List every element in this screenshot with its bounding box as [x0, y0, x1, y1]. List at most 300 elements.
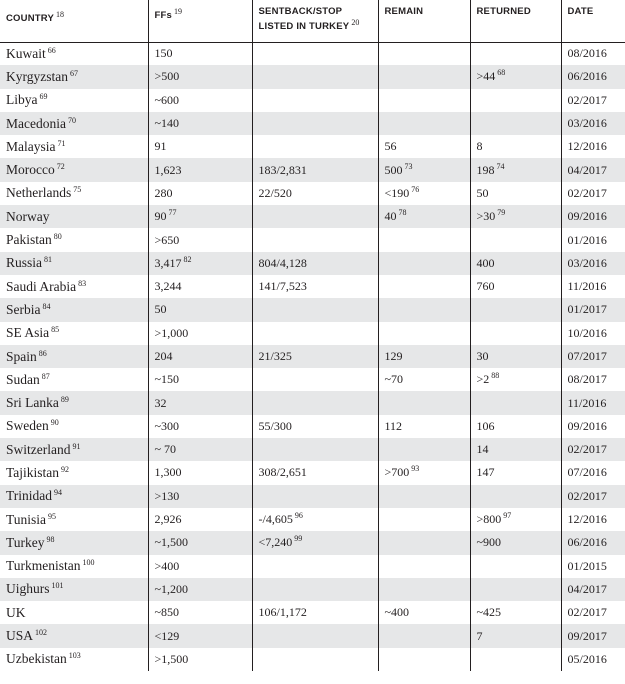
table-row: [0, 601, 625, 624]
country-value: Spain: [6, 348, 37, 364]
cell-ffs: [148, 252, 252, 275]
cell-remain: [378, 368, 470, 391]
country-value: Switzerland: [6, 441, 71, 457]
country-footnote: 92: [61, 464, 70, 474]
cell-date: [561, 461, 625, 484]
ffs-value: 2,926: [154, 512, 182, 527]
date-value: 06/2016: [567, 535, 607, 550]
returned-footnote: 74: [496, 161, 505, 171]
ffs-value: >1,500: [154, 651, 189, 666]
date-value: 09/2016: [567, 418, 607, 433]
cell-remain: [378, 228, 470, 251]
header-ffs-label: FFs: [154, 10, 172, 21]
cell-returned: [470, 89, 561, 112]
remain-value: 129: [384, 349, 403, 363]
date-value: 08/2017: [567, 372, 607, 387]
cell-ffs: [148, 531, 252, 554]
cell-remain: [378, 322, 470, 345]
country-footnote: 80: [53, 232, 62, 242]
cell-country: [0, 531, 148, 554]
header-returned-label: RETURNED: [476, 6, 531, 17]
country-footnote: 91: [72, 441, 81, 451]
cell-remain: [378, 485, 470, 508]
country-footnote: 72: [56, 162, 65, 172]
cell-remain: [378, 89, 470, 112]
returned-value: 14: [476, 442, 489, 457]
cell-remain: [378, 415, 470, 438]
country-value: UK: [6, 604, 26, 620]
date-value: 11/2016: [567, 395, 607, 410]
country-footnote: 103: [68, 651, 81, 661]
table-row: [0, 508, 625, 531]
ffs-value: ~140: [154, 116, 179, 131]
cell-returned: [470, 368, 561, 391]
ffs-value: 280: [154, 185, 173, 200]
cell-ffs: [148, 298, 252, 321]
country-footnote: 95: [48, 511, 57, 521]
remain-footnote: 78: [398, 208, 407, 218]
sentback-footnote: 96: [294, 511, 303, 521]
cell-ffs: [148, 391, 252, 414]
remain-footnote: 93: [411, 464, 420, 474]
header-country-label: COUNTRY: [6, 13, 55, 24]
cell-country: [0, 345, 148, 368]
country-footnote: 85: [51, 325, 60, 335]
country-footnote: 102: [35, 628, 48, 638]
cell-ffs: [148, 624, 252, 647]
returned-value: 8: [476, 139, 483, 154]
cell-ffs: [148, 415, 252, 438]
remain-footnote: 76: [411, 184, 420, 194]
remain-footnote: 73: [404, 161, 413, 171]
sentback-value: 106/1,172: [258, 605, 307, 620]
header-ffs: [148, 0, 252, 42]
cell-sentback: [252, 531, 378, 554]
ffs-value: 1,300: [154, 465, 182, 480]
country-value: Serbia: [6, 301, 41, 317]
cell-ffs: [148, 322, 252, 345]
header-sentback-line2: LISTED IN TURKEY: [258, 21, 350, 32]
cell-sentback: [252, 158, 378, 181]
header-remain-label: REMAIN: [384, 6, 424, 17]
table-row: [0, 345, 625, 368]
date-value: 02/2017: [567, 605, 607, 620]
country-footnote: 89: [60, 395, 69, 405]
table-row: [0, 112, 625, 135]
remain-value: 112: [384, 418, 403, 433]
sentback-value: 21/325: [258, 349, 292, 363]
cell-remain: [378, 298, 470, 321]
cell-returned: [470, 601, 561, 624]
cell-sentback: [252, 228, 378, 251]
cell-country: [0, 112, 148, 135]
header-date: [561, 0, 625, 42]
date-value: 02/2017: [567, 185, 607, 200]
table-row: [0, 624, 625, 647]
cell-country: [0, 205, 148, 228]
date-value: 01/2016: [567, 232, 607, 247]
cell-date: [561, 531, 625, 554]
cell-remain: [378, 182, 470, 205]
cell-country: [0, 624, 148, 647]
cell-returned: [470, 112, 561, 135]
cell-sentback: [252, 438, 378, 461]
cell-country: [0, 322, 148, 345]
cell-ffs: [148, 65, 252, 88]
cell-remain: [378, 391, 470, 414]
country-footnote: 87: [41, 371, 50, 381]
cell-ffs: [148, 42, 252, 65]
cell-date: [561, 648, 625, 671]
country-footnote: 86: [38, 348, 47, 358]
cell-date: [561, 65, 625, 88]
cell-ffs: [148, 601, 252, 624]
cell-sentback: [252, 648, 378, 671]
ffs-value: ~1,200: [154, 581, 188, 596]
remain-value: ~400: [384, 605, 409, 620]
cell-sentback: [252, 508, 378, 531]
cell-country: [0, 485, 148, 508]
ffs-value: 90: [154, 209, 167, 224]
country-footnote: 100: [82, 558, 95, 568]
cell-ffs: [148, 508, 252, 531]
cell-sentback: [252, 298, 378, 321]
returned-value: >800: [476, 512, 502, 527]
ffs-value: >400: [154, 558, 180, 573]
ffs-value: 91: [154, 139, 167, 154]
cell-returned: [470, 65, 561, 88]
country-value: SE Asia: [6, 325, 50, 341]
returned-value: >44: [476, 69, 496, 84]
cell-country: [0, 391, 148, 414]
date-value: 02/2017: [567, 92, 607, 107]
cell-date: [561, 624, 625, 647]
cell-date: [561, 182, 625, 205]
country-value: Turkmenistan: [6, 558, 81, 574]
date-value: 01/2017: [567, 302, 607, 317]
country-value: Uzbekistan: [6, 651, 67, 667]
table-row: [0, 531, 625, 554]
table-row: [0, 438, 625, 461]
remain-value: >700: [384, 465, 410, 480]
cell-returned: [470, 275, 561, 298]
ffs-value: ~300: [154, 418, 179, 433]
cell-date: [561, 205, 625, 228]
date-value: 05/2016: [567, 651, 607, 666]
cell-sentback: [252, 135, 378, 158]
returned-footnote: 97: [503, 511, 512, 521]
table-row: [0, 158, 625, 181]
country-value: Netherlands: [6, 185, 72, 201]
remain-value: 500: [384, 162, 403, 177]
cell-ffs: [148, 578, 252, 601]
cell-remain: [378, 158, 470, 181]
cell-date: [561, 135, 625, 158]
cell-ffs: [148, 89, 252, 112]
country-value: USA: [6, 628, 34, 644]
country-footnote: 70: [67, 115, 76, 125]
remain-value: ~70: [384, 372, 403, 387]
cell-country: [0, 65, 148, 88]
cell-sentback: [252, 182, 378, 205]
cell-remain: [378, 555, 470, 578]
date-value: 03/2016: [567, 255, 607, 270]
ffs-value: 3,417: [154, 255, 182, 270]
sentback-value: 183/2,831: [258, 162, 307, 177]
cell-country: [0, 648, 148, 671]
cell-country: [0, 578, 148, 601]
header-sentback-line1: SENTBACK/STOP: [258, 6, 343, 17]
cell-sentback: [252, 322, 378, 345]
country-value: Trinidad: [6, 488, 53, 504]
header-country: [0, 0, 148, 42]
cell-remain: [378, 205, 470, 228]
country-footnote: 101: [51, 581, 64, 591]
cell-ffs: [148, 205, 252, 228]
returned-footnote: 88: [491, 371, 500, 381]
cell-returned: [470, 485, 561, 508]
country-footnote: 75: [73, 185, 82, 195]
date-value: 04/2017: [567, 581, 607, 596]
sentback-footnote: 99: [294, 534, 303, 544]
sentback-value: 804/4,128: [258, 255, 307, 270]
ffs-value: ~850: [154, 605, 179, 620]
date-value: 10/2016: [567, 325, 607, 340]
cell-sentback: [252, 485, 378, 508]
country-footnote: 84: [42, 301, 51, 311]
country-footnote: 66: [47, 45, 56, 55]
cell-date: [561, 485, 625, 508]
ffs-value: >130: [154, 488, 180, 503]
returned-value: >30: [476, 209, 496, 224]
country-footnote: 71: [57, 138, 66, 148]
cell-returned: [470, 228, 561, 251]
header-country-footnote: 18: [56, 10, 65, 19]
cell-sentback: [252, 461, 378, 484]
cell-sentback: [252, 415, 378, 438]
date-value: 02/2017: [567, 442, 607, 457]
cell-ffs: [148, 135, 252, 158]
returned-value: 30: [476, 349, 489, 363]
cell-date: [561, 578, 625, 601]
country-footnote: 98: [46, 534, 55, 544]
ffs-value: <129: [154, 628, 180, 643]
table-row: [0, 42, 625, 65]
table-row: [0, 298, 625, 321]
cell-remain: [378, 461, 470, 484]
table-row: [0, 368, 625, 391]
cell-returned: [470, 298, 561, 321]
cell-returned: [470, 508, 561, 531]
ffs-value: ~ 70: [154, 442, 176, 457]
header-sentback-footnote: 20: [351, 18, 360, 27]
returned-value: 7: [476, 628, 483, 643]
cell-country: [0, 555, 148, 578]
date-value: 07/2016: [567, 465, 607, 480]
cell-sentback: [252, 391, 378, 414]
cell-country: [0, 89, 148, 112]
cell-sentback: [252, 252, 378, 275]
ffs-value: >650: [154, 232, 180, 247]
table-row: [0, 205, 625, 228]
country-value: Saudi Arabia: [6, 278, 77, 294]
ffs-value: 50: [154, 302, 167, 317]
cell-remain: [378, 252, 470, 275]
returned-value: 760: [476, 279, 495, 294]
country-footnote: 94: [54, 488, 63, 498]
cell-remain: [378, 531, 470, 554]
cell-returned: [470, 578, 561, 601]
ffs-value: 1,623: [154, 162, 182, 177]
cell-remain: [378, 275, 470, 298]
cell-returned: [470, 182, 561, 205]
remain-value: 56: [384, 139, 397, 154]
country-footnote: 83: [78, 278, 87, 288]
header-remain: [378, 0, 470, 42]
cell-sentback: [252, 368, 378, 391]
cell-country: [0, 601, 148, 624]
ffs-value: ~1,500: [154, 535, 188, 550]
cell-ffs: [148, 158, 252, 181]
cell-country: [0, 438, 148, 461]
cell-returned: [470, 624, 561, 647]
cell-returned: [470, 461, 561, 484]
date-value: 03/2016: [567, 116, 607, 131]
cell-ffs: [148, 485, 252, 508]
cell-remain: [378, 438, 470, 461]
returned-footnote: 79: [497, 208, 506, 218]
cell-remain: [378, 601, 470, 624]
cell-sentback: [252, 205, 378, 228]
cell-sentback: [252, 65, 378, 88]
cell-country: [0, 182, 148, 205]
cell-ffs: [148, 368, 252, 391]
ffs-value: ~150: [154, 372, 179, 387]
ffs-value: 204: [154, 349, 173, 363]
sentback-value: 55/300: [258, 418, 292, 433]
country-footnote: 69: [39, 92, 48, 102]
cell-date: [561, 322, 625, 345]
cell-country: [0, 158, 148, 181]
table-row: [0, 182, 625, 205]
header-row: [0, 0, 625, 42]
sentback-value: <7,240: [258, 535, 293, 550]
table-row: [0, 461, 625, 484]
returned-value: ~900: [476, 535, 501, 550]
cell-sentback: [252, 89, 378, 112]
country-footnote: 81: [44, 255, 53, 265]
cell-date: [561, 438, 625, 461]
sentback-value: 22/520: [258, 185, 292, 200]
ffs-footnote: 77: [168, 208, 177, 218]
cell-date: [561, 601, 625, 624]
table-row: [0, 89, 625, 112]
table-row: [0, 228, 625, 251]
date-value: 08/2016: [567, 46, 607, 61]
country-value: Russia: [6, 255, 43, 271]
ffs-value: >500: [154, 69, 180, 84]
country-value: Tunisia: [6, 511, 47, 527]
cell-date: [561, 345, 625, 368]
cell-returned: [470, 205, 561, 228]
table-body: [0, 42, 625, 671]
country-footnote: 90: [50, 418, 59, 428]
date-value: 01/2015: [567, 558, 607, 573]
cell-returned: [470, 322, 561, 345]
cell-ffs: [148, 461, 252, 484]
cell-returned: [470, 252, 561, 275]
date-value: 11/2016: [567, 279, 607, 294]
sentback-value: -/4,605: [258, 512, 293, 527]
cell-ffs: [148, 275, 252, 298]
cell-country: [0, 42, 148, 65]
returned-value: 198: [476, 162, 495, 177]
cell-country: [0, 508, 148, 531]
country-value: Sudan: [6, 371, 40, 387]
cell-remain: [378, 42, 470, 65]
cell-date: [561, 391, 625, 414]
cell-date: [561, 368, 625, 391]
date-value: 09/2016: [567, 209, 607, 224]
cell-remain: [378, 508, 470, 531]
returned-value: 106: [476, 418, 495, 433]
country-value: Macedonia: [6, 115, 66, 131]
cell-returned: [470, 345, 561, 368]
cell-returned: [470, 135, 561, 158]
cell-date: [561, 112, 625, 135]
cell-country: [0, 252, 148, 275]
table-row: [0, 252, 625, 275]
cell-returned: [470, 648, 561, 671]
date-value: 12/2016: [567, 512, 607, 527]
cell-date: [561, 252, 625, 275]
cell-remain: [378, 578, 470, 601]
ffs-value: 150: [154, 46, 173, 61]
header-sentback: [252, 0, 378, 42]
cell-remain: [378, 624, 470, 647]
cell-date: [561, 89, 625, 112]
cell-ffs: [148, 345, 252, 368]
table-row: [0, 322, 625, 345]
cell-date: [561, 555, 625, 578]
country-value: Kyrgyzstan: [6, 68, 68, 84]
remain-value: 40: [384, 209, 397, 224]
date-value: 02/2017: [567, 488, 607, 503]
country-value: Pakistan: [6, 232, 52, 248]
table-row: [0, 391, 625, 414]
cell-returned: [470, 555, 561, 578]
table-row: [0, 415, 625, 438]
cell-date: [561, 275, 625, 298]
cell-date: [561, 158, 625, 181]
cell-returned: [470, 391, 561, 414]
cell-ffs: [148, 555, 252, 578]
table-row: [0, 485, 625, 508]
cell-sentback: [252, 601, 378, 624]
returned-value: 50: [476, 185, 489, 200]
cell-ffs: [148, 438, 252, 461]
cell-remain: [378, 135, 470, 158]
header-ffs-footnote: 19: [174, 7, 182, 16]
country-value: Sweden: [6, 418, 49, 434]
cell-date: [561, 228, 625, 251]
country-value: Norway: [6, 208, 50, 224]
country-value: Morocco: [6, 162, 55, 178]
ffs-value: >1,000: [154, 325, 189, 340]
table-row: [0, 65, 625, 88]
cell-ffs: [148, 112, 252, 135]
remain-value: <190: [384, 185, 410, 200]
